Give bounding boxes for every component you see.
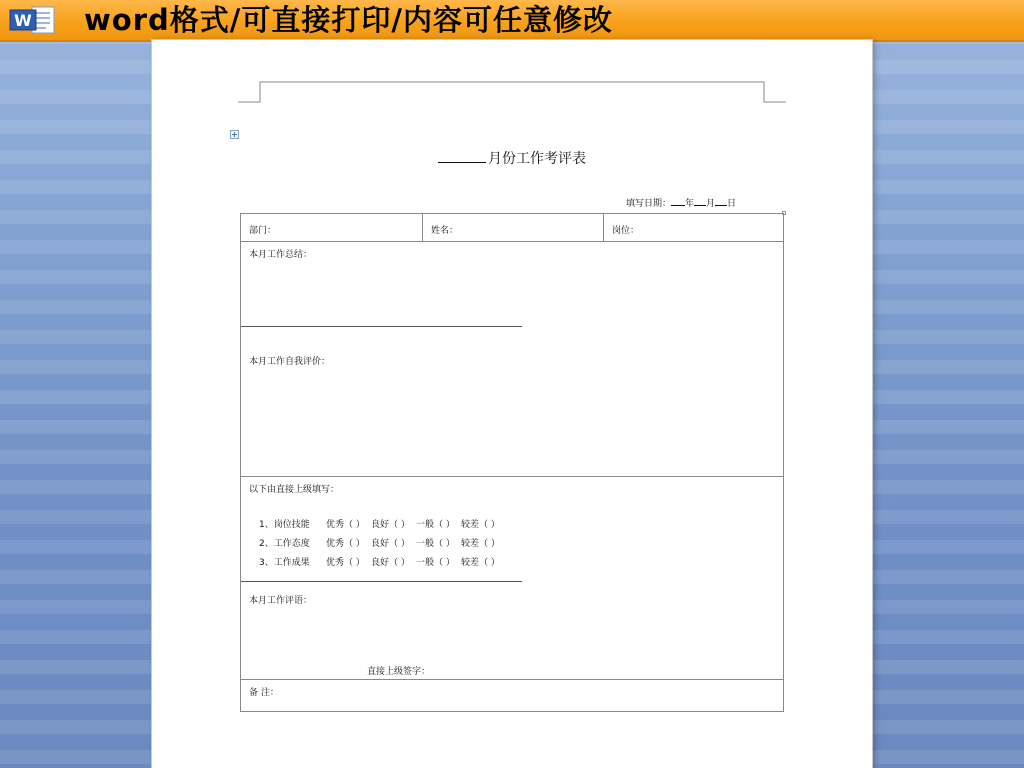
rating-item: 2、工作态度: [259, 539, 310, 549]
rating-option[interactable]: 良好（ ）: [371, 558, 410, 568]
evaluation-table: [240, 213, 784, 712]
position-label[interactable]: 岗位：: [612, 226, 640, 236]
document-title: [152, 148, 872, 168]
self-eval-row-line: [241, 476, 783, 477]
rating-item: 3、工作成果: [259, 558, 310, 568]
rating-option[interactable]: 良好（ ）: [371, 520, 410, 530]
rating-row: [259, 517, 500, 530]
header-row-line: [241, 241, 783, 242]
date-label: 填写日期：: [626, 199, 672, 209]
rating-option[interactable]: 优秀（ ）: [326, 539, 365, 549]
top-banner: [0, 0, 1024, 42]
month-date-blank[interactable]: [694, 196, 706, 206]
rating-item: 1、岗位技能: [259, 520, 310, 530]
summary-divider: [241, 326, 522, 327]
rating-row: [259, 536, 500, 549]
word-document-icon: [6, 4, 74, 36]
rating-option[interactable]: 一般（ ）: [416, 520, 455, 530]
day-blank[interactable]: [715, 196, 727, 206]
summary-label[interactable]: 本月工作总结：: [249, 250, 313, 260]
banner-title: word格式/可直接打印/内容可任意修改: [84, 3, 613, 37]
word-icon-letter: W: [14, 11, 32, 30]
document-page: [152, 40, 872, 768]
signature-label[interactable]: 直接上级签字：: [367, 667, 431, 677]
day-label: 日: [727, 199, 737, 209]
rating-option[interactable]: 较差（ ）: [461, 520, 500, 530]
month-label: 月: [706, 199, 716, 209]
rating-option[interactable]: 良好（ ）: [371, 539, 410, 549]
supervisor-section-label[interactable]: 以下由直接上级填写：: [249, 485, 340, 495]
col-divider-2: [603, 214, 604, 241]
remarks-label[interactable]: 备 注：: [249, 688, 279, 698]
department-label[interactable]: 部门：: [249, 226, 277, 236]
comment-row-line: [241, 679, 783, 680]
table-move-handle-icon[interactable]: [230, 130, 239, 139]
month-blank[interactable]: [438, 150, 486, 163]
year-blank[interactable]: [671, 196, 685, 206]
self-evaluation-label[interactable]: 本月工作自我评价：: [249, 357, 331, 367]
ratings-divider: [241, 581, 522, 582]
rating-option[interactable]: 优秀（ ）: [326, 558, 365, 568]
rating-option[interactable]: 优秀（ ）: [326, 520, 365, 530]
rating-option[interactable]: 较差（ ）: [461, 558, 500, 568]
fill-date-line: [626, 196, 736, 209]
rating-option[interactable]: 较差（ ）: [461, 539, 500, 549]
title-text: 月份工作考评表: [488, 151, 586, 167]
year-label: 年: [685, 199, 695, 209]
col-divider-1: [422, 214, 423, 241]
header-border-decoration: [238, 80, 786, 106]
rating-row: [259, 555, 500, 568]
name-label[interactable]: 姓名：: [431, 226, 459, 236]
rating-option[interactable]: 一般（ ）: [416, 539, 455, 549]
comment-label[interactable]: 本月工作评语：: [249, 596, 313, 606]
rating-option[interactable]: 一般（ ）: [416, 558, 455, 568]
